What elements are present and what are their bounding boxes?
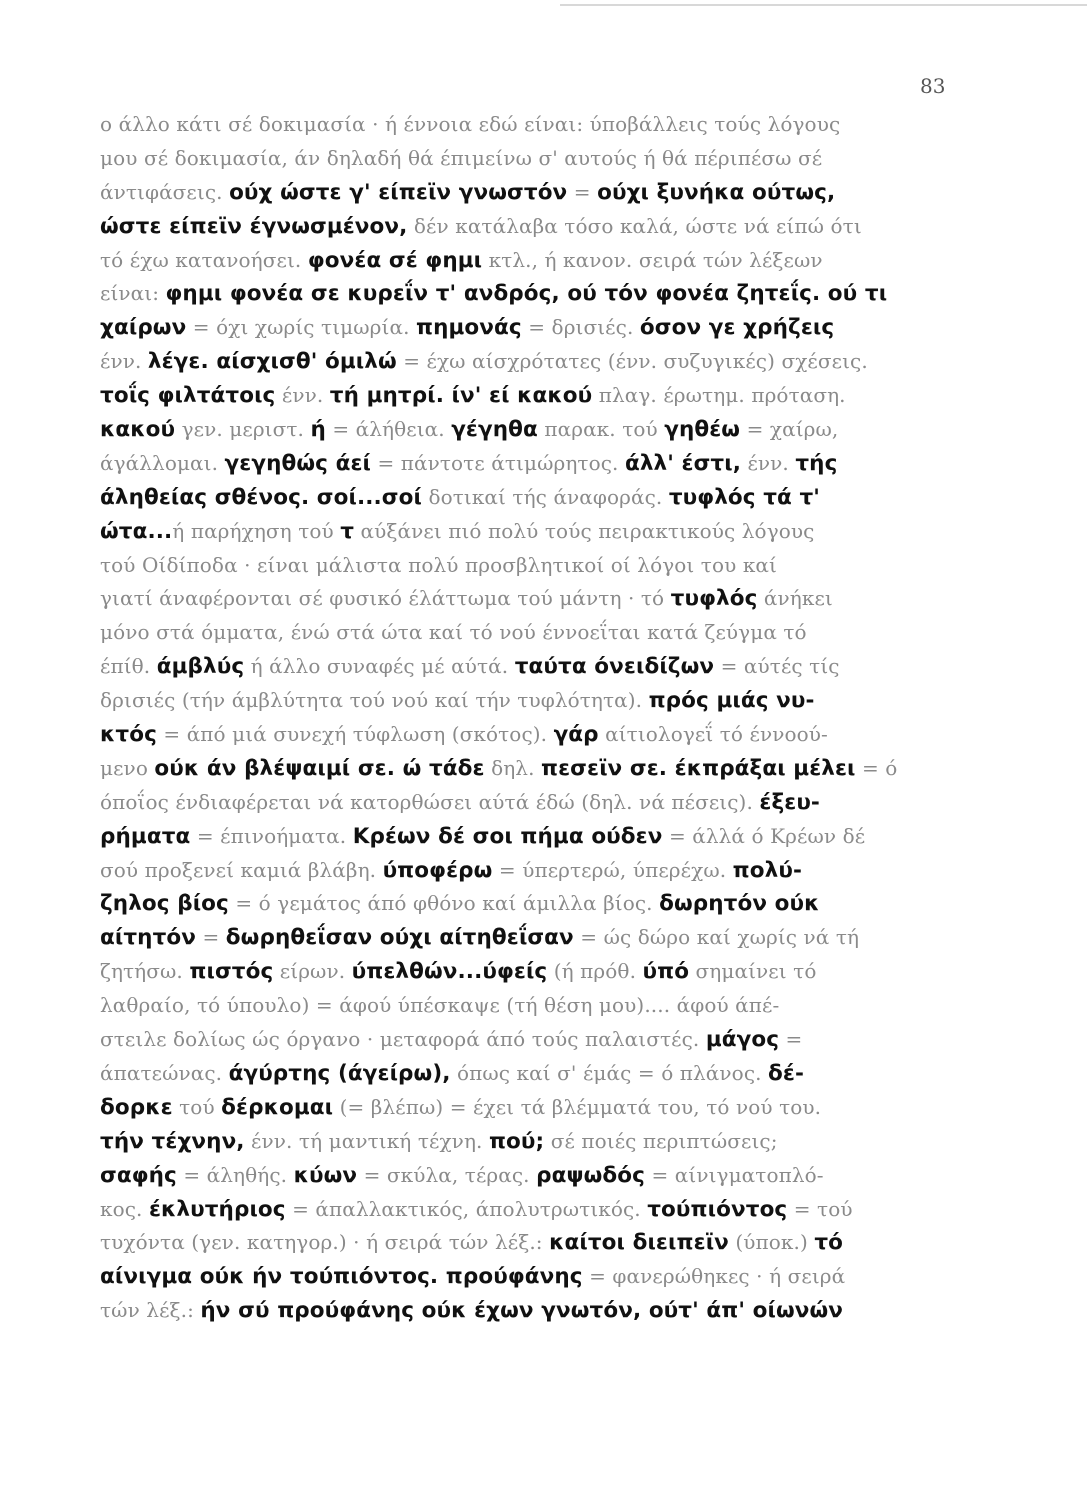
lemma-bold: κτός: [100, 722, 157, 748]
lemma-bold: μάγος: [705, 1027, 780, 1053]
commentary-text: = άλήθεια.: [325, 417, 452, 442]
lemma-bold: πρός μιάς νυ-: [648, 688, 815, 714]
commentary-text: τυχόντα (γεν. κατηγορ.) · ή σειρά τών λέξ.:: [100, 1230, 550, 1255]
text-line: [100, 684, 968, 718]
commentary-text: δρισιές (τήν άμβλύτητα τού νού καί τήν τυφλότητα).: [100, 688, 649, 713]
lemma-bold: ώστε είπεϊν έγνωσμένον,: [100, 213, 408, 239]
commentary-text: (ύποκ.): [728, 1230, 815, 1255]
text-line: [100, 1193, 968, 1227]
text-line: [100, 1057, 968, 1091]
commentary-text: άγάλλομαι.: [100, 450, 225, 475]
text-line: [100, 210, 968, 244]
lemma-bold: αίτητόν: [100, 925, 197, 951]
lemma-bold: άληθείας σθένος. σοί...σοί: [100, 484, 422, 510]
lemma-bold: ραψωδός: [536, 1162, 646, 1188]
text-line: [100, 820, 968, 854]
text-line: [100, 244, 968, 278]
text-line: [100, 176, 968, 210]
lemma-bold: δωρηθεΐσαν ούχι αίτηθεΐσαν: [225, 925, 574, 951]
text-line: [100, 718, 968, 752]
commentary-text: = άλλά ό Κρέων δέ: [662, 823, 866, 848]
lemma-bold: γεγηθώς άεί: [224, 450, 371, 476]
lemma-bold: ή: [310, 417, 326, 443]
text-line: [100, 1226, 968, 1260]
commentary-text: ένν.: [275, 383, 330, 408]
lemma-bold: ούχι ξυνήκα ούτως,: [597, 179, 836, 205]
lemma-bold: τυφλός: [670, 586, 758, 612]
text-line: [100, 142, 968, 176]
lemma-bold: ούκ άν βλέψαιμί σε. ώ τάδε: [154, 755, 485, 781]
commentary-text: σημαίνει τό: [689, 959, 817, 984]
text-line: [100, 1023, 968, 1057]
commentary-text: ζητήσω.: [100, 959, 190, 984]
text-line: [100, 921, 968, 955]
commentary-text: ένν.: [100, 349, 148, 374]
commentary-text: μου σέ δοκιμασία, άν δηλαδή θά έπιμείνω σ' αυτούς ή θά πέριπέσω σέ: [100, 145, 823, 170]
text-line: [100, 989, 968, 1023]
lemma-bold: φημι φονέα σε κυρεΐν τ' ανδρός, ού τόν φονέα ζητεΐς. ού τι: [165, 281, 888, 307]
lemma-bold: καίτοι διειπεϊν: [549, 1230, 729, 1256]
page-number: 83: [920, 74, 946, 98]
lemma-bold: πεσεϊν σε. έκπράξαι μέλει: [540, 755, 856, 781]
lemma-bold: τούπιόντος: [647, 1196, 788, 1222]
commentary-text: = όχι χωρίς τιμωρία.: [186, 315, 416, 340]
lemma-bold: ρήματα: [100, 823, 191, 849]
lemma-bold: έξευ-: [759, 789, 820, 815]
lemma-bold: πολύ-: [732, 857, 802, 883]
commentary-text: μόνο στά όμματα, ένώ στά ώτα καί τό νού έννοεΐται κατά ζεύγμα τό: [100, 620, 807, 645]
commentary-text: = ό γεμάτος άπό φθόνο καί άμιλλα βίος.: [228, 891, 660, 916]
commentary-text: κτλ., ή κανον. σειρά τών λέξεων: [482, 247, 823, 272]
lemma-bold: ταύτα όνειδίζων: [514, 654, 715, 680]
commentary-text: σέ ποιές περιπτώσεις;: [544, 1128, 778, 1153]
commentary-text: ένν. τή μαντική τέχνη.: [244, 1128, 489, 1153]
commentary-text: ο άλλο κάτι σέ δοκιμασία · ή έννοια εδώ είναι: ύποβάλλεις τούς λόγους: [100, 112, 841, 136]
text-line: [100, 311, 968, 345]
lemma-bold: δωρητόν ούκ: [659, 891, 820, 917]
text-line: [100, 786, 968, 820]
lemma-bold: κύων: [293, 1162, 358, 1188]
text-line: [100, 108, 968, 142]
text-line: [100, 277, 968, 311]
text-line: [100, 887, 968, 921]
lemma-bold: γέγηθα: [451, 417, 538, 443]
commentary-text: = φανερώθηκες · ή σειρά: [582, 1264, 846, 1289]
lemma-bold: φονέα σέ φημι: [307, 247, 483, 273]
text-line: [100, 854, 968, 888]
commentary-text: είναι:: [100, 281, 166, 306]
lemma-bold: γηθέω: [664, 417, 741, 443]
lemma-bold: πού;: [488, 1128, 545, 1154]
commentary-text: (ή πρόθ.: [547, 959, 643, 984]
commentary-text: έπίθ.: [100, 654, 157, 679]
lemma-bold: ζηλος βίος: [100, 891, 229, 917]
commentary-text: άνήκει: [757, 586, 833, 611]
text-line: [100, 616, 968, 650]
commentary-text-block: [100, 108, 968, 1328]
lemma-bold: λέγε. αίσχισθ' όμιλώ: [147, 349, 397, 375]
commentary-text: =: [196, 925, 226, 950]
lemma-bold: τή μητρί. ίν' εί κακού: [329, 383, 593, 409]
text-line: [100, 1260, 968, 1294]
lemma-bold: τήν τέχνην,: [100, 1128, 245, 1154]
commentary-text: =: [779, 1027, 803, 1052]
lemma-bold: αίνιγμα ούκ ήν τούπιόντος. προύφάνης: [100, 1264, 583, 1290]
commentary-text: = πάντοτε άτιμώρητος.: [371, 450, 625, 475]
text-line: [100, 515, 968, 549]
lemma-bold: πιστός: [189, 959, 274, 985]
text-line: [100, 650, 968, 684]
commentary-text: μενο: [100, 755, 155, 780]
commentary-text: λαθραίο, τό ύπουλο) = άφού ύπέσκαψε (τή θέση μου).... άφού άπέ-: [100, 993, 780, 1018]
commentary-text: παρακ. τού: [537, 417, 665, 442]
commentary-text: άπατεώνας.: [100, 1060, 229, 1085]
lemma-bold: Κρέων δέ σοι πήμα ούδεν: [352, 823, 663, 849]
commentary-text: = ύπερτερώ, ύπερέχω.: [492, 857, 733, 882]
commentary-text: =: [567, 179, 598, 204]
lemma-bold: σαφής: [100, 1162, 177, 1188]
commentary-text: = έχω αίσχρότατες (ένν. συζυγικές) σχέσεις.: [396, 349, 868, 374]
commentary-text: όπως καί σ' έμάς = ό πλάνος.: [450, 1060, 769, 1085]
lemma-bold: τ: [340, 518, 355, 544]
text-line: [100, 345, 968, 379]
top-edge-rule: [560, 4, 1087, 6]
commentary-text: = ώς δώρο καί χωρίς νά τή: [573, 925, 860, 950]
commentary-text: άντιφάσεις.: [100, 179, 230, 204]
lemma-bold: τυφλός τά τ': [668, 484, 820, 510]
commentary-text: = αύτές τίς: [714, 654, 840, 679]
commentary-text: ή άλλο συναφές μέ αύτά.: [244, 654, 515, 679]
commentary-text: δρισιές.: [551, 315, 640, 340]
commentary-text: = αίνιγματοπλό-: [645, 1162, 824, 1187]
commentary-text: ένν.: [740, 450, 796, 475]
text-line: [100, 752, 968, 786]
commentary-text: πλαγ. έρωτημ. πρόταση.: [592, 383, 846, 408]
commentary-text: (= βλέπω) = έχει τά βλέμματά του, τό νού του.: [333, 1094, 822, 1119]
lemma-bold: γάρ: [553, 722, 599, 748]
commentary-text: αίτιολογεΐ τό έννοού-: [598, 722, 828, 747]
commentary-text: = έπινοήματα.: [190, 823, 353, 848]
lemma-bold: ήν σύ προύφάνης ούκ έχων γνωτόν, ούτ' άπ' οίωνών: [200, 1298, 844, 1324]
lemma-bold: ώτα...: [100, 518, 173, 544]
commentary-text: δηλ.: [484, 755, 541, 780]
commentary-text: όποΐος ένδιαφέρεται νά κατορθώσει αύτά έδώ (δηλ. νά πέσεις).: [100, 789, 760, 814]
commentary-text: = σκύλα, τέρας.: [357, 1162, 537, 1187]
lemma-bold: ούχ ώστε γ' είπεϊν γνωστόν: [229, 179, 568, 205]
text-line: [100, 379, 968, 413]
lemma-bold: κακού: [100, 417, 176, 443]
text-line: [100, 413, 968, 447]
commentary-text: δοτικαί τής άναφοράς.: [421, 484, 669, 509]
lemma-bold: ύπελθών...ύφείς: [351, 959, 548, 985]
commentary-text: = άληθής.: [176, 1162, 294, 1187]
commentary-text: = χαίρω,: [740, 417, 839, 442]
commentary-text: τό έχω κατανοήσει.: [100, 247, 308, 272]
text-line: [100, 447, 968, 481]
lemma-bold: πημονάς: [416, 315, 522, 341]
commentary-text: = άπό μιά συνεχή τύφλωση (σκότος).: [156, 722, 554, 747]
text-line: [100, 481, 968, 515]
commentary-text: στειλε δολίως ώς όργανο · μεταφορά άπό τούς παλαιστές.: [100, 1027, 706, 1052]
text-line: [100, 1294, 968, 1328]
lemma-bold: ύποφέρω: [382, 857, 493, 883]
commentary-text: τού Οίδίποδα · είναι μάλιστα πολύ προσβλητικοί οί λόγοι του καί: [100, 552, 777, 577]
lemma-bold: δέ-: [768, 1060, 805, 1086]
lemma-bold: τής: [795, 450, 838, 476]
commentary-text: τών λέξ.:: [100, 1298, 201, 1323]
lemma-bold: άμβλύς: [156, 654, 245, 680]
lemma-bold: άγύρτης (άγείρω),: [228, 1060, 451, 1086]
text-line: [100, 549, 968, 583]
commentary-text: αύξάνει πιό πολύ τούς πειρακτικούς λόγους: [354, 518, 815, 543]
commentary-text: είρων.: [273, 959, 352, 984]
lemma-bold: τό: [814, 1230, 844, 1256]
commentary-text: ή παρήχηση τού: [172, 518, 341, 543]
commentary-text: = τού: [787, 1196, 853, 1221]
lemma-bold: χαίρων: [100, 315, 187, 341]
commentary-text: σού προξενεί καμιά βλάβη.: [100, 857, 383, 882]
lemma-bold: ύπό: [642, 959, 690, 985]
lemma-bold: δορκε: [100, 1094, 173, 1120]
commentary-text: γιατί άναφέρονται σέ φυσικό έλάττωμα τού μάντη · τό: [100, 586, 671, 611]
text-line: [100, 1159, 968, 1193]
commentary-text: κος.: [100, 1196, 149, 1221]
lemma-bold: όσον γε χρήζεις: [639, 315, 835, 341]
lemma-bold: δέρκομαι: [221, 1094, 334, 1120]
commentary-text: = ό: [855, 755, 898, 780]
commentary-text: δέν κατάλαβα τόσο καλά, ώστε νά είπώ ότι: [407, 213, 862, 238]
commentary-text: γεν. μεριστ.: [175, 417, 311, 442]
commentary-text: = άπαλλακτικός, άπολυτρωτικός.: [285, 1196, 648, 1221]
text-line: [100, 582, 968, 616]
lemma-bold: τοΐς φιλτάτοις: [100, 383, 276, 409]
text-line: [100, 955, 968, 989]
lemma-bold: έκλυτήριος: [148, 1196, 286, 1222]
lemma-bold: άλλ' έστι,: [624, 450, 741, 476]
text-line: [100, 1125, 968, 1159]
commentary-text: τού: [172, 1094, 222, 1119]
commentary-text: =: [521, 315, 552, 340]
text-line: [100, 1091, 968, 1125]
